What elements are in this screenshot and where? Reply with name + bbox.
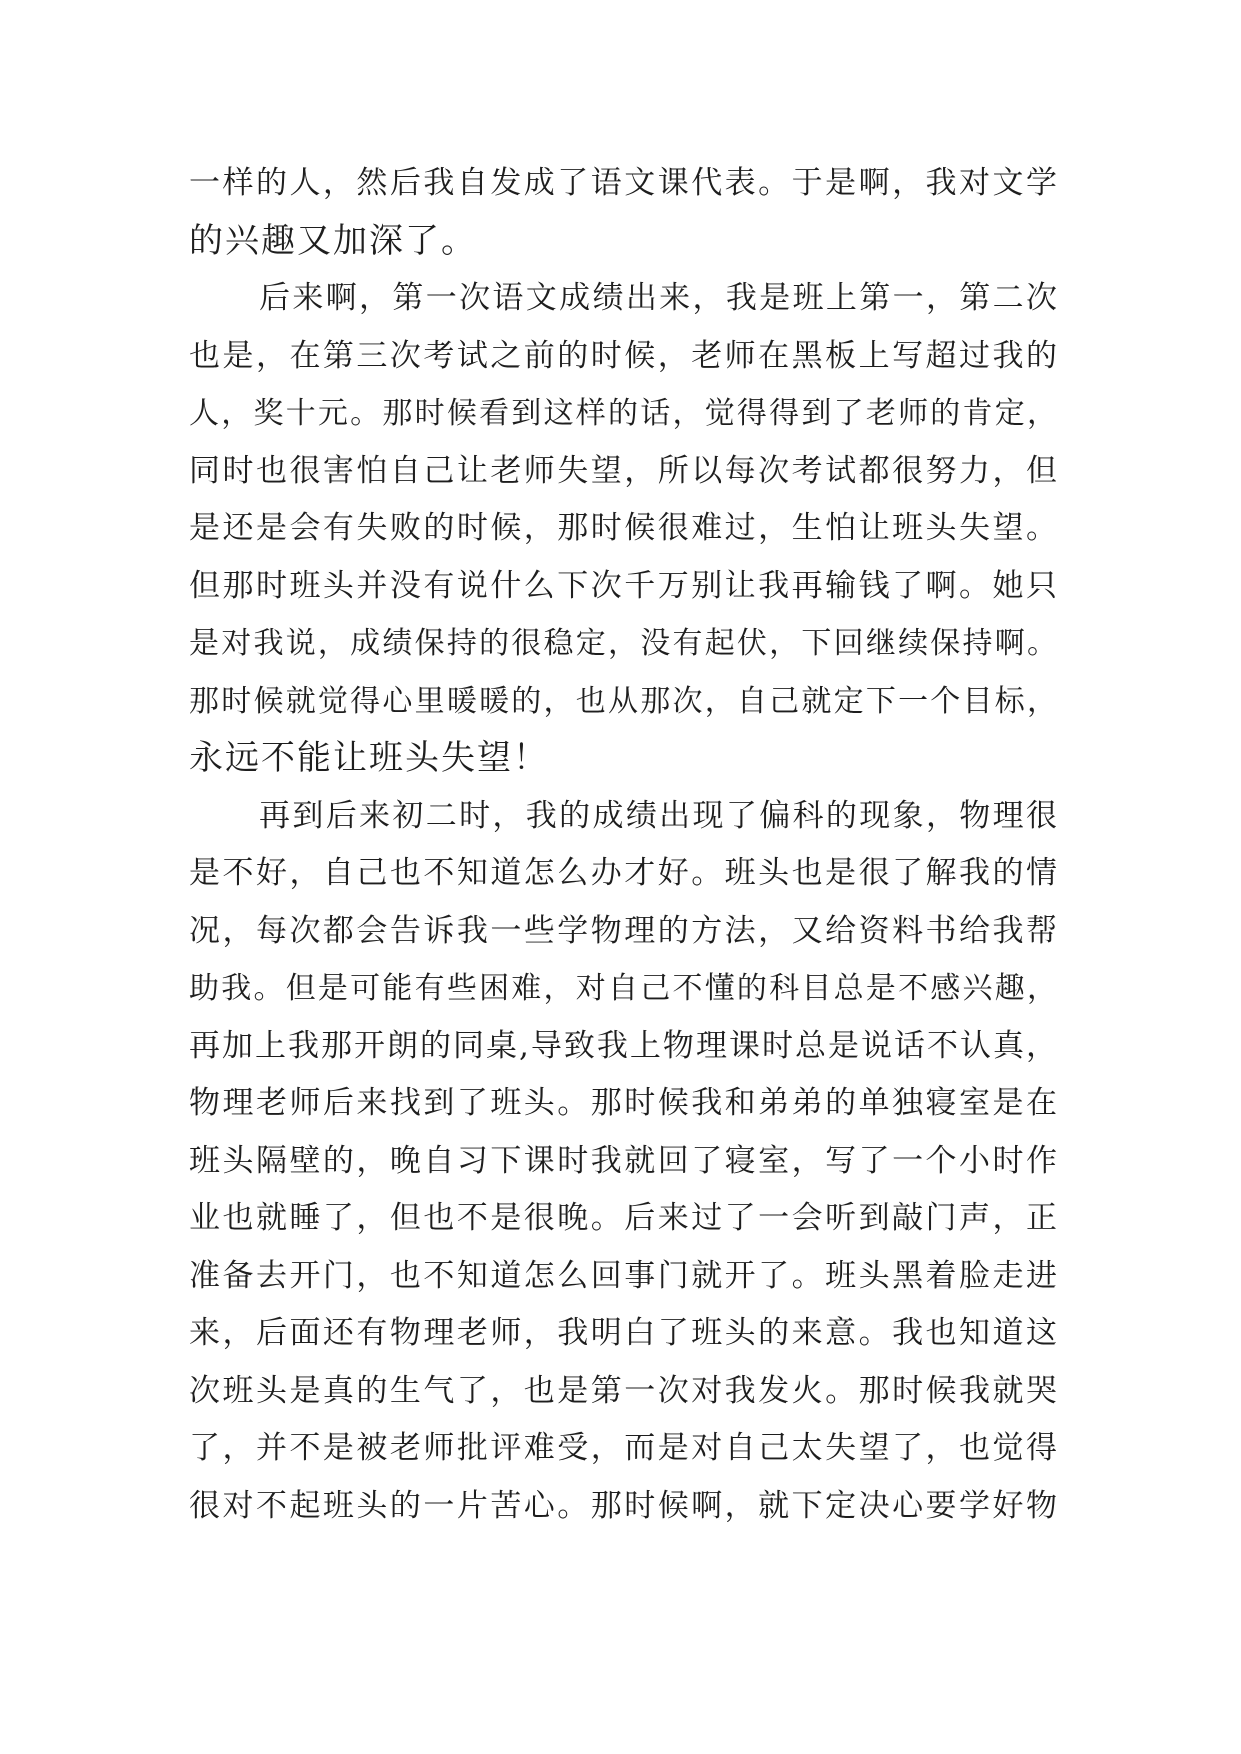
text-line: 人，奖十元。那时候看到这样的话，觉得得到了老师的肯定，	[189, 396, 1059, 431]
text-line: 但那时班头并没有说什么下次千万别让我再输钱了啊。她只	[189, 567, 1059, 604]
text-line: 再加上我那开朗的同桌,导致我上物理课时总是说话不认真，	[189, 1027, 1059, 1064]
text-line: 的兴趣又加深了。	[189, 220, 477, 261]
text-line: 再到后来初二时，我的成绩出现了偏科的现象，物理很	[259, 797, 1059, 834]
text-line: 后来啊，第一次语文成绩出来，我是班上第一，第二次	[259, 280, 1059, 316]
text-line: 很对不起班头的一片苦心。那时候啊，就下定决心要学好物	[189, 1487, 1059, 1524]
text-line: 来，后面还有物理老师，我明白了班头的来意。我也知道这	[189, 1315, 1059, 1351]
text-line: 是对我说，成绩保持的很稳定，没有起伏，下回继续保持啊。	[189, 626, 1059, 661]
text-line: 永远不能让班头失望！	[189, 738, 549, 778]
text-line: 准备去开门，也不知道怎么回事门就开了。班头黑着脸走进	[189, 1257, 1059, 1294]
text-line: 助我。但是可能有些困难，对自己不懂的科目总是不感兴趣，	[189, 971, 1059, 1006]
body-text	[189, 155, 1059, 1535]
text-line: 同时也很害怕自己让老师失望，所以每次考试都很努力，但	[189, 452, 1059, 489]
text-line: 也是，在第三次考试之前的时候，老师在黑板上写超过我的	[189, 337, 1059, 374]
text-line: 是不好，自己也不知道怎么办才好。班头也是很了解我的情	[189, 855, 1059, 891]
text-line: 了，并不是被老师批评难受，而是对自己太失望了，也觉得	[189, 1430, 1059, 1466]
text-line: 业也就睡了，但也不是很晚。后来过了一会听到敲门声，正	[189, 1200, 1059, 1236]
text-line: 次班头是真的生气了，也是第一次对我发火。那时候我就哭	[189, 1372, 1059, 1409]
text-line: 是还是会有失败的时候，那时候很难过，生怕让班头失望。	[189, 510, 1059, 546]
text-line: 班头隔壁的，晚自习下课时我就回了寝室，写了一个小时作	[189, 1142, 1059, 1179]
text-line: 那时候就觉得心里暖暖的，也从那次，自己就定下一个目标，	[189, 683, 1059, 719]
text-line: 物理老师后来找到了班头。那时候我和弟弟的单独寝室是在	[189, 1085, 1059, 1121]
text-line: 一样的人，然后我自发成了语文课代表。于是啊，我对文学	[189, 165, 1059, 201]
text-line: 况，每次都会告诉我一些学物理的方法，又给资料书给我帮	[189, 912, 1059, 949]
